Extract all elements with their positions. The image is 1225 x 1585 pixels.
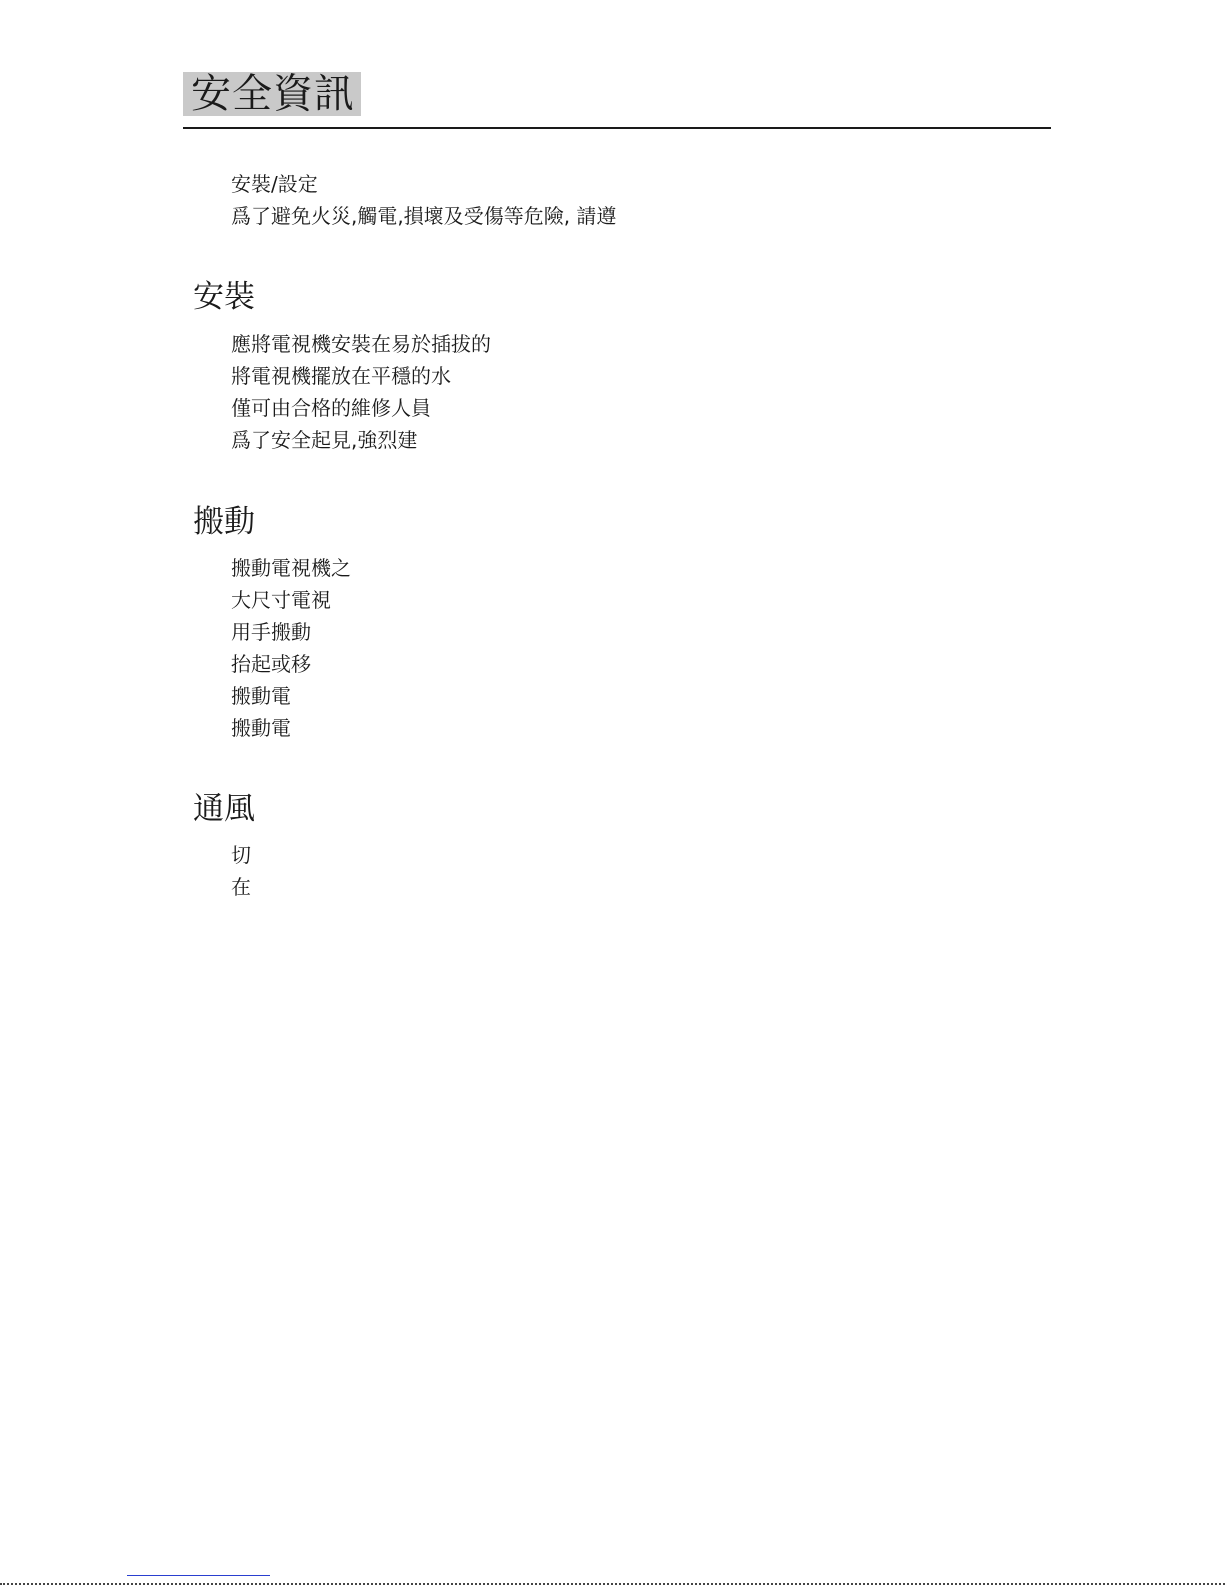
section-heading-install: 安裝	[193, 279, 255, 315]
section-line: 搬動電	[231, 684, 291, 708]
title-divider	[183, 127, 1051, 129]
section-heading-ventilation: 通風	[193, 791, 255, 827]
section-line: 應將電視機安裝在易於插拔的	[231, 332, 491, 356]
section-line: 抬起或移	[231, 652, 311, 676]
section-line: 在	[231, 875, 251, 899]
page-title: 安全資訊	[191, 71, 355, 117]
section-line: 僅可由合格的維修人員	[231, 396, 431, 420]
section-line: 搬動電	[231, 716, 291, 740]
footnote-divider	[127, 1575, 270, 1576]
section-heading-moving: 搬動	[193, 504, 255, 540]
section-line: 大尺寸電視	[231, 588, 331, 612]
section-line: 搬動電視機之	[231, 556, 351, 580]
section-line: 將電視機擺放在平穩的水	[231, 364, 451, 388]
intro-line: 爲了避免火災,觸電,損壞及受傷等危險, 請遵	[231, 204, 617, 228]
page-title-highlight	[183, 72, 361, 116]
section-line: 切	[231, 843, 251, 867]
intro-line: 安裝/設定	[231, 172, 318, 196]
section-line: 爲了安全起見,強烈建	[231, 428, 418, 452]
section-line: 用手搬動	[231, 620, 311, 644]
